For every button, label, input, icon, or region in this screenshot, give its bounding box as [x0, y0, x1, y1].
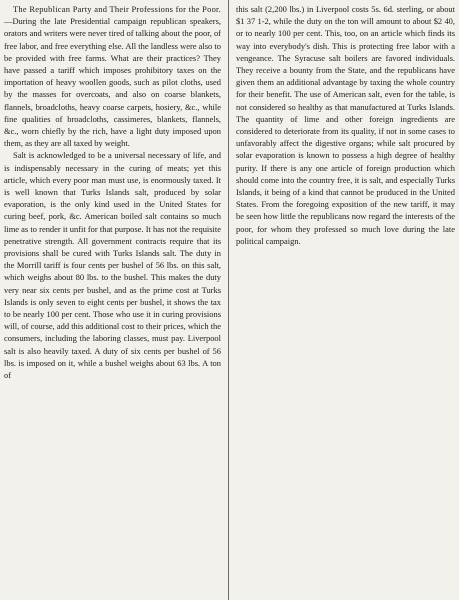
article-title: The Republican Party and Their Professions for the Poor. — [13, 4, 221, 14]
column-divider — [228, 0, 229, 600]
article-paragraph-2-continued: this salt (2,200 lbs.) in Liverpool costs 5s. 6d. sterling, or about $1 37 1-2, while the duty on the ton will amount to about $2 40, or to nearly 100 per cent. This, too, on an article which finds its way into everybody's dish. This is protecting free labor with a vengeance. The Syracuse salt boilers are favored individuals. They receive a bounty from the State, and the republicans have given them an additional advantage by taxing the whole country for their benefit. The use of American salt, even for the table, is not considered so healthy as that manufactured at Turks Islands. The quantity of lime and other foreign ingredients are considered to deteriorate from its quality, if not in some cases to unfavorably affect the digestive organs; while salt procured by solar evaporation is known to possess a high degree of healthy purity. If there is any one article of foreign production which should come into the country free, it is salt, and especially Turks Islands, it being of a kind that cannot be produced in the United States. From the foregoing exposition of the new tariff, it may be seen how little the republicans now regard the interests of the poor, for whom they professed so much love during the late political campaign. — [236, 4, 455, 246]
article-column-left — [4, 3, 221, 381]
article-paragraph-1-text: —During the late Presidential campaign republican speakers, orators and writers were never tired of talking about the poor, of free labor, and free everything else. All the landless were also to be provided with free farms. What are their practices? They have passed a tariff which imposes prohibitory taxes on the importation of heavy woollen goods, such as pilot cloths, used by the masses for overcoats, and also on coarse blankets, flannels, broadcloths, heavy coarse carpets, hosiery, &c., while fine qualities of broadcloths, cassimeres, blankets, flannels, &c., worn chiefly by the rich, have a light duty imposed upon them, as they are all taxed by weight. — [4, 16, 221, 149]
article-paragraph-1 — [4, 3, 221, 149]
article-paragraph-2: Salt is acknowledged to be a universal necessary of life, and is indispensably necessary in the curing of meats; yet this article, which every poor man must use, is enormously taxed. It is well known that Turks Islands salt, produced by solar evaporation, is the only kind used in the United States for curing beef, pork, &c. American boiled salt contains so much lime as to render it unfit for that purpose. It has not the requisite penetrative strength. All government contracts require that its provisions shall be cured with Turks Islands salt. The duty in the Morrill tariff is four cents per bushel of 56 lbs. on this salt, which weighs about 80 lbs. to the bushel. This makes the duty very near six cents per bushel, and as the prime cost at Turks Islands is only seven to eight cents per bushel, it shows the tax to be nearly 100 per cent. Those who use it in curing provisions will, of course, add this additional cost to their prices, which the consumers, including the laboring classes, must pay. Liverpool salt is also heavily taxed. A duty of six cents per bushel of 56 lbs. is imposed on it, while a bushel weighs about 63 lbs. A ton of — [4, 150, 221, 381]
article-column-right — [236, 3, 455, 247]
